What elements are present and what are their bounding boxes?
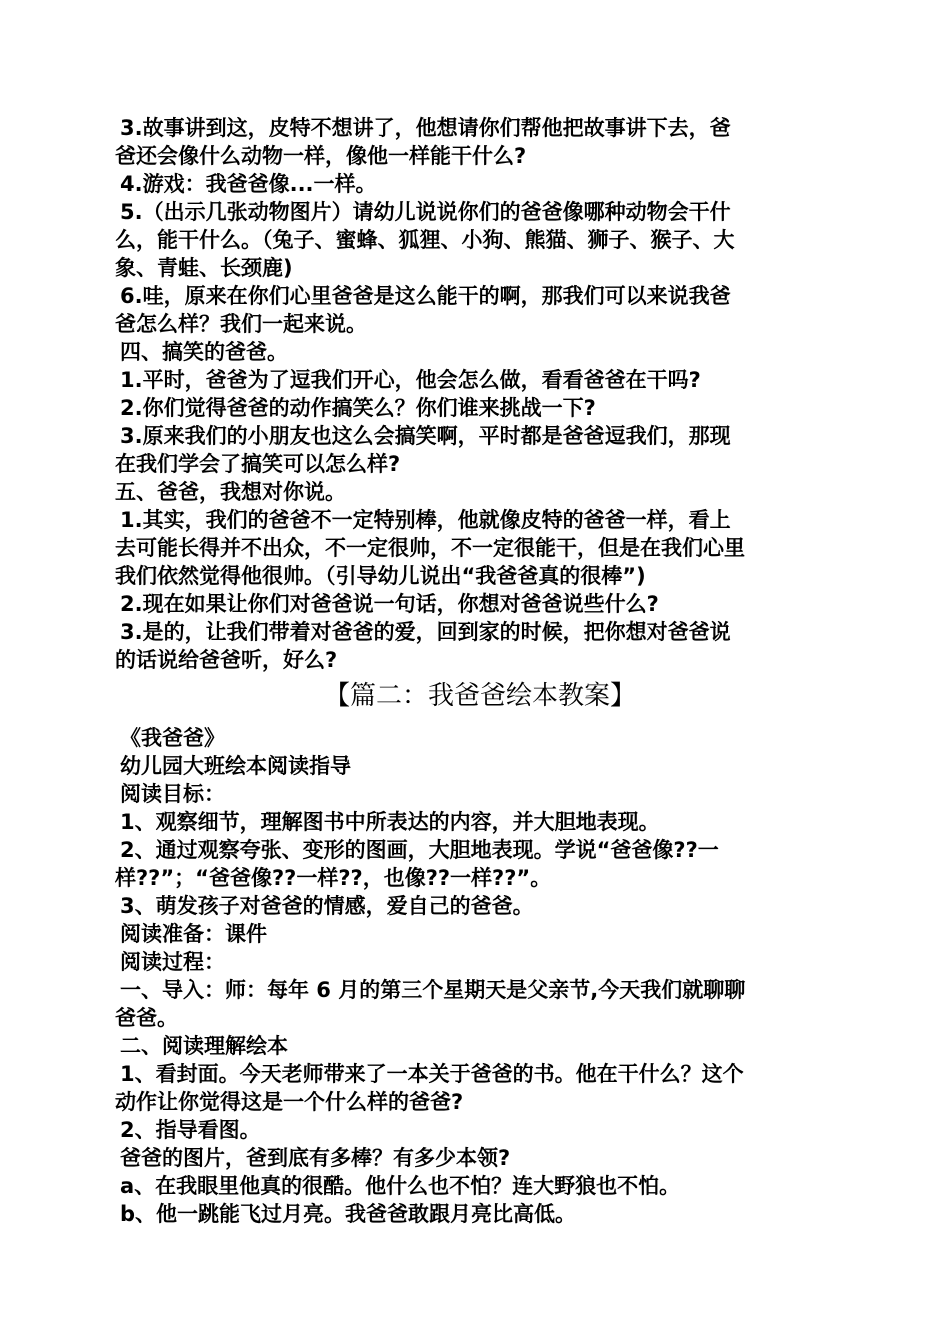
chapter-heading: 【篇二：我爸爸绘本教案】 xyxy=(323,681,636,711)
book-title: 《我爸爸》 xyxy=(120,726,225,750)
text-line: 4.游戏：我爸爸像...一样。 xyxy=(120,172,377,196)
text-line: 1、看封面。今天老师带来了一本关于爸爸的书。他在干什么？这个 xyxy=(120,1062,744,1086)
text-line: 我们依然觉得他很帅。（引导幼儿说出“我爸爸真的很棒”) xyxy=(115,564,646,588)
section-heading: 五、爸爸，我想对你说。 xyxy=(115,480,346,504)
text-line: 2、指导看图。 xyxy=(120,1118,261,1142)
text-line: 1、观察细节，理解图书中所表达的内容，并大胆地表现。 xyxy=(120,810,660,834)
text-line: a、在我眼里他真的很酷。他什么也不怕？连大野狼也不怕。 xyxy=(120,1174,681,1198)
text-line: 阅读目标： xyxy=(120,782,225,806)
text-line: 爸爸。 xyxy=(115,1006,178,1030)
text-line: 2、通过观察夸张、变形的图画，大胆地表现。学说“爸爸像??一 xyxy=(120,838,719,862)
text-line: 动作让你觉得这是一个什么样的爸爸? xyxy=(115,1090,464,1114)
text-line: 1.平时，爸爸为了逗我们开心，他会怎么做，看看爸爸在干吗? xyxy=(120,368,701,392)
text-line: 2.现在如果让你们对爸爸说一句话，你想对爸爸说些什么? xyxy=(120,592,659,616)
text-line: 去可能长得并不出众，不一定很帅，不一定很能干，但是在我们心里 xyxy=(115,536,745,560)
section-heading: 一、导入：师：每年 6 月的第三个星期天是父亲节,今天我们就聊聊 xyxy=(120,978,746,1002)
text-line: 1.其实，我们的爸爸不一定特别棒，他就像皮特的爸爸一样，看上 xyxy=(120,508,731,532)
section-heading: 四、搞笑的爸爸。 xyxy=(120,340,288,364)
document-page xyxy=(115,114,845,1228)
text-line: 爸怎么样？我们一起来说。 xyxy=(115,312,367,336)
text-line: 爸爸的图片，爸到底有多棒？有多少本领? xyxy=(120,1146,511,1170)
text-line: 么，能干什么。（兔子、蜜蜂、狐狸、小狗、熊猫、狮子、猴子、大 xyxy=(115,228,735,252)
text-line: 爸还会像什么动物一样，像他一样能干什么? xyxy=(115,144,527,168)
text-line: 在我们学会了搞笑可以怎么样? xyxy=(115,452,401,476)
text-line: 6.哇，原来在你们心里爸爸是这么能干的啊，那我们可以来说我爸 xyxy=(120,284,731,308)
text-line: 3.是的，让我们带着对爸爸的爱，回到家的时候，把你想对爸爸说 xyxy=(120,620,731,644)
text-line: 象、青蛙、长颈鹿) xyxy=(115,256,293,280)
text-line: 3.故事讲到这，皮特不想讲了，他想请你们帮他把故事讲下去，爸 xyxy=(120,116,731,140)
text-line: 阅读准备：课件 xyxy=(120,922,267,946)
text-line: b、他一跳能飞过月亮。我爸爸敢跟月亮比高低。 xyxy=(120,1202,577,1226)
text-line: 3.原来我们的小朋友也这么会搞笑啊，平时都是爸爸逗我们，那现 xyxy=(120,424,731,448)
text-line: 幼儿园大班绘本阅读指导 xyxy=(120,754,351,778)
text-line: 样??”；“爸爸像??一样??，也像??一样??”。 xyxy=(115,866,552,890)
text-line: 阅读过程： xyxy=(120,950,225,974)
text-line: 5.（出示几张动物图片）请幼儿说说你们的爸爸像哪种动物会干什 xyxy=(120,200,731,224)
text-line: 的话说给爸爸听，好么? xyxy=(115,648,338,672)
text-line: 3、萌发孩子对爸爸的情感，爱自己的爸爸。 xyxy=(120,894,534,918)
section-heading: 二、阅读理解绘本 xyxy=(120,1034,288,1058)
text-line: 2.你们觉得爸爸的动作搞笑么？你们谁来挑战一下? xyxy=(120,396,596,420)
